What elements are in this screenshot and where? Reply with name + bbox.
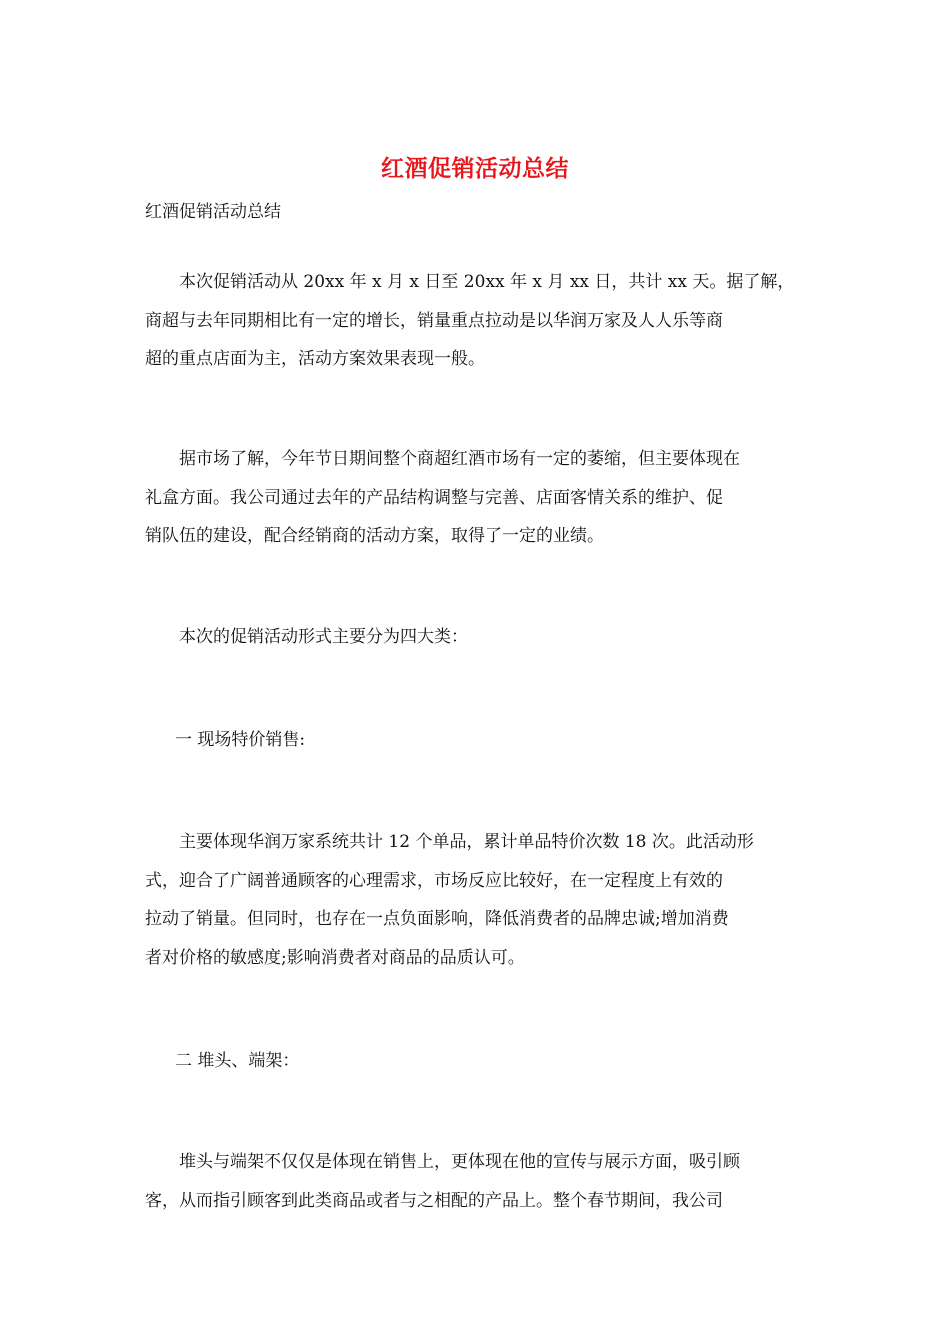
paragraph-line: 本次的促销活动形式主要分为四大类： bbox=[179, 627, 468, 647]
paragraph-line: 销队伍的建设，配合经销商的活动方案，取得了一定的业绩。 bbox=[145, 526, 604, 546]
document-title: 红酒促销活动总结 bbox=[381, 155, 569, 182]
section-heading-2: 二 堆头、端架： bbox=[175, 1051, 300, 1071]
document-subtitle: 红酒促销活动总结 bbox=[145, 202, 281, 222]
paragraph-line: 式，迎合了广阔普通顾客的心理需求，市场反应比较好，在一定程度上有效的 bbox=[145, 870, 723, 891]
paragraph-line: 商超与去年同期相比有一定的增长，销量重点拉动是以华润万家及人人乐等商 bbox=[145, 310, 723, 331]
paragraph-line: 据市场了解，今年节日期间整个商超红酒市场有一定的萎缩，但主要体现在 bbox=[179, 449, 740, 469]
section-heading-1: 一 现场特价销售: bbox=[175, 730, 306, 750]
paragraph-line: 超的重点店面为主，活动方案效果表现一般。 bbox=[145, 349, 485, 369]
paragraph-market bbox=[145, 440, 810, 556]
paragraph-display-stands bbox=[145, 1143, 810, 1220]
paragraph-line: 者对价格的敏感度;影响消费者对商品的品质认可。 bbox=[145, 947, 525, 968]
paragraph-special-price bbox=[145, 823, 810, 977]
paragraph-line: 客，从而指引顾客到此类商品或者与之相配的产品上。整个春节期间，我公司 bbox=[145, 1190, 723, 1211]
paragraph-line: 主要体现华润万家系统共计 12 个单品，累计单品特价次数 18 次。此活动形 bbox=[179, 832, 754, 852]
paragraph-line: 礼盒方面。我公司通过去年的产品结构调整与完善、店面客情关系的维护、促 bbox=[145, 487, 723, 508]
paragraph-intro bbox=[145, 263, 810, 379]
paragraph-line: 本次促销活动从 20xx 年 x 月 x 日至 20xx 年 x 月 xx 日，共计 xx 天。据了解， bbox=[179, 272, 795, 292]
paragraph-line: 堆头与端架不仅仅是体现在销售上，更体现在他的宣传与展示方面，吸引顾 bbox=[179, 1152, 740, 1172]
paragraph-line: 拉动了销量。但同时，也存在一点负面影响，降低消费者的品牌忠诚;增加消费 bbox=[145, 909, 729, 929]
paragraph-categories bbox=[145, 618, 810, 657]
